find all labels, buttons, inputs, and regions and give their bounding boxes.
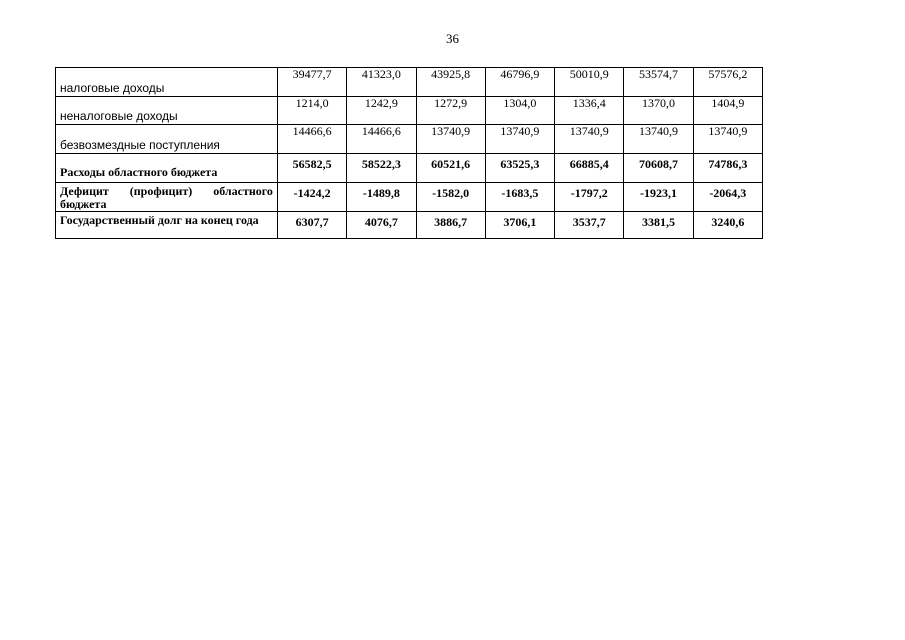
table-cell: 70608,7 (624, 154, 693, 183)
table-cell: 3381,5 (624, 212, 693, 239)
row-label: налоговые доходы (56, 68, 278, 97)
table-cell: 53574,7 (624, 68, 693, 97)
table-cell: 50010,9 (555, 68, 624, 97)
table-cell: 3537,7 (555, 212, 624, 239)
table-row-tax-revenue (56, 68, 763, 97)
table-cell: -1489,8 (347, 183, 416, 212)
table-cell: -1683,5 (485, 183, 554, 212)
table-cell: 41323,0 (347, 68, 416, 97)
table-cell: 66885,4 (555, 154, 624, 183)
table-cell: 58522,3 (347, 154, 416, 183)
table-cell: 14466,6 (277, 125, 346, 154)
table-cell: 1272,9 (416, 97, 485, 125)
row-label: безвозмездные поступления (56, 125, 278, 154)
row-label: неналоговые доходы (56, 97, 278, 125)
table-cell: 13740,9 (555, 125, 624, 154)
table-cell: 74786,3 (693, 154, 762, 183)
row-label: Расходы областного бюджета (56, 154, 278, 183)
budget-table (55, 67, 763, 239)
table-cell: 13740,9 (693, 125, 762, 154)
table-cell: 13740,9 (624, 125, 693, 154)
table-row-deficit (56, 183, 763, 212)
table-cell: 1336,4 (555, 97, 624, 125)
table-cell: 46796,9 (485, 68, 554, 97)
table-cell: 63525,3 (485, 154, 554, 183)
table-cell: 3886,7 (416, 212, 485, 239)
table-cell: 6307,7 (277, 212, 346, 239)
table-cell: -2064,3 (693, 183, 762, 212)
table-cell: 13740,9 (416, 125, 485, 154)
table-cell: 13740,9 (485, 125, 554, 154)
table-cell: 1214,0 (277, 97, 346, 125)
table-cell: 14466,6 (347, 125, 416, 154)
table-cell: 3706,1 (485, 212, 554, 239)
row-label: Дефицит (профицит) областного бюджета (56, 183, 278, 212)
table-cell: 1242,9 (347, 97, 416, 125)
table-cell: -1582,0 (416, 183, 485, 212)
table-cell: 1370,0 (624, 97, 693, 125)
table-cell: 4076,7 (347, 212, 416, 239)
table-cell: -1424,2 (277, 183, 346, 212)
table-row-state-debt (56, 212, 763, 239)
table-row-non-tax-revenue (56, 97, 763, 125)
table-cell: 39477,7 (277, 68, 346, 97)
row-label: Государственный долг на конец года (56, 212, 278, 239)
table-row-gratuitous-receipts (56, 125, 763, 154)
table-cell: 60521,6 (416, 154, 485, 183)
page-number: 36 (446, 31, 459, 46)
table-cell: -1923,1 (624, 183, 693, 212)
table-cell: 1404,9 (693, 97, 762, 125)
table-cell: 43925,8 (416, 68, 485, 97)
table-cell: 57576,2 (693, 68, 762, 97)
table-cell: 3240,6 (693, 212, 762, 239)
table-row-expenditures (56, 154, 763, 183)
table-cell: 1304,0 (485, 97, 554, 125)
table-cell: 56582,5 (277, 154, 346, 183)
table-cell: -1797,2 (555, 183, 624, 212)
